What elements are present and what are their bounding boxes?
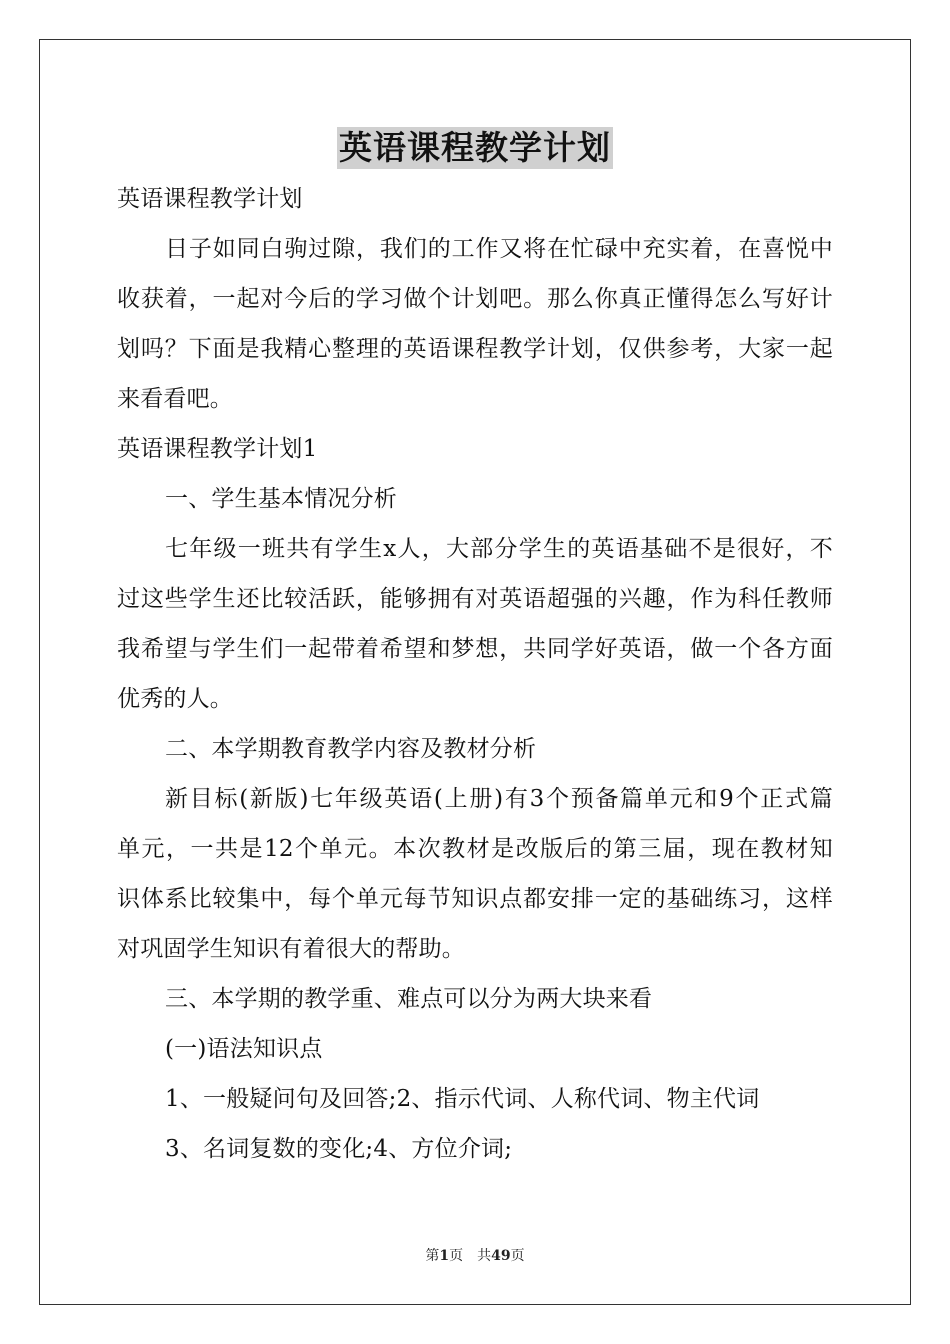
paragraph-2-line-1: 新目标(新版)七年级英语(上册)有3个预备篇单元和9个正式篇: [165, 786, 833, 812]
title-container: [0, 127, 950, 169]
section-heading-1: 一、学生基本情况分析: [165, 486, 397, 512]
paragraph-2-line-4: 对巩固学生知识有着很大的帮助。: [117, 936, 465, 962]
page-border: [39, 39, 911, 1305]
page-current: 1: [439, 1248, 450, 1264]
section-heading-2: 二、本学期教育教学内容及教材分析: [165, 736, 537, 762]
page-suffix: 页: [510, 1248, 525, 1264]
intro-line-3: 划吗？下面是我精心整理的英语课程教学计划，仅供参考，大家一起: [117, 336, 833, 362]
paragraph-1-line-4: 优秀的人。: [117, 686, 233, 712]
page-total: 49: [491, 1248, 511, 1264]
paragraph-2-line-3: 识体系比较集中，每个单元每节知识点都安排一定的基础练习，这样: [117, 886, 833, 912]
section-heading-3: 三、本学期的教学重、难点可以分为两大块来看: [165, 986, 653, 1012]
list-item-2: 3、名词复数的变化;4、方位介词;: [165, 1136, 513, 1162]
document-subtitle: 英语课程教学计划: [117, 186, 303, 212]
paragraph-1-line-3: 我希望与学生们一起带着希望和梦想，共同学好英语，做一个各方面: [117, 636, 833, 662]
paragraph-1-line-2: 过这些学生还比较活跃，能够拥有对英语超强的兴趣，作为科任教师: [117, 586, 833, 612]
intro-line-1: 日子如同白驹过隙，我们的工作又将在忙碌中充实着，在喜悦中: [165, 236, 833, 262]
page-footer: [0, 1247, 950, 1265]
page-mid: 页 共: [449, 1248, 492, 1264]
intro-line-4: 来看看吧。: [117, 386, 233, 412]
plan-heading: 英语课程教学计划1: [117, 436, 318, 462]
paragraph-2-line-2: 单元，一共是12个单元。本次教材是改版后的第三届，现在教材知: [117, 836, 833, 862]
intro-line-2: 收获着，一起对今后的学习做个计划吧。那么你真正懂得怎么写好计: [117, 286, 833, 312]
subsection-heading: (一)语法知识点: [165, 1036, 323, 1062]
paragraph-1-line-1: 七年级一班共有学生x人，大部分学生的英语基础不是很好，不: [165, 536, 833, 562]
page-prefix: 第: [425, 1248, 440, 1264]
document-title: 英语课程教学计划: [339, 128, 611, 167]
list-item-1: 1、一般疑问句及回答;2、指示代词、人称代词、物主代词: [165, 1086, 760, 1112]
